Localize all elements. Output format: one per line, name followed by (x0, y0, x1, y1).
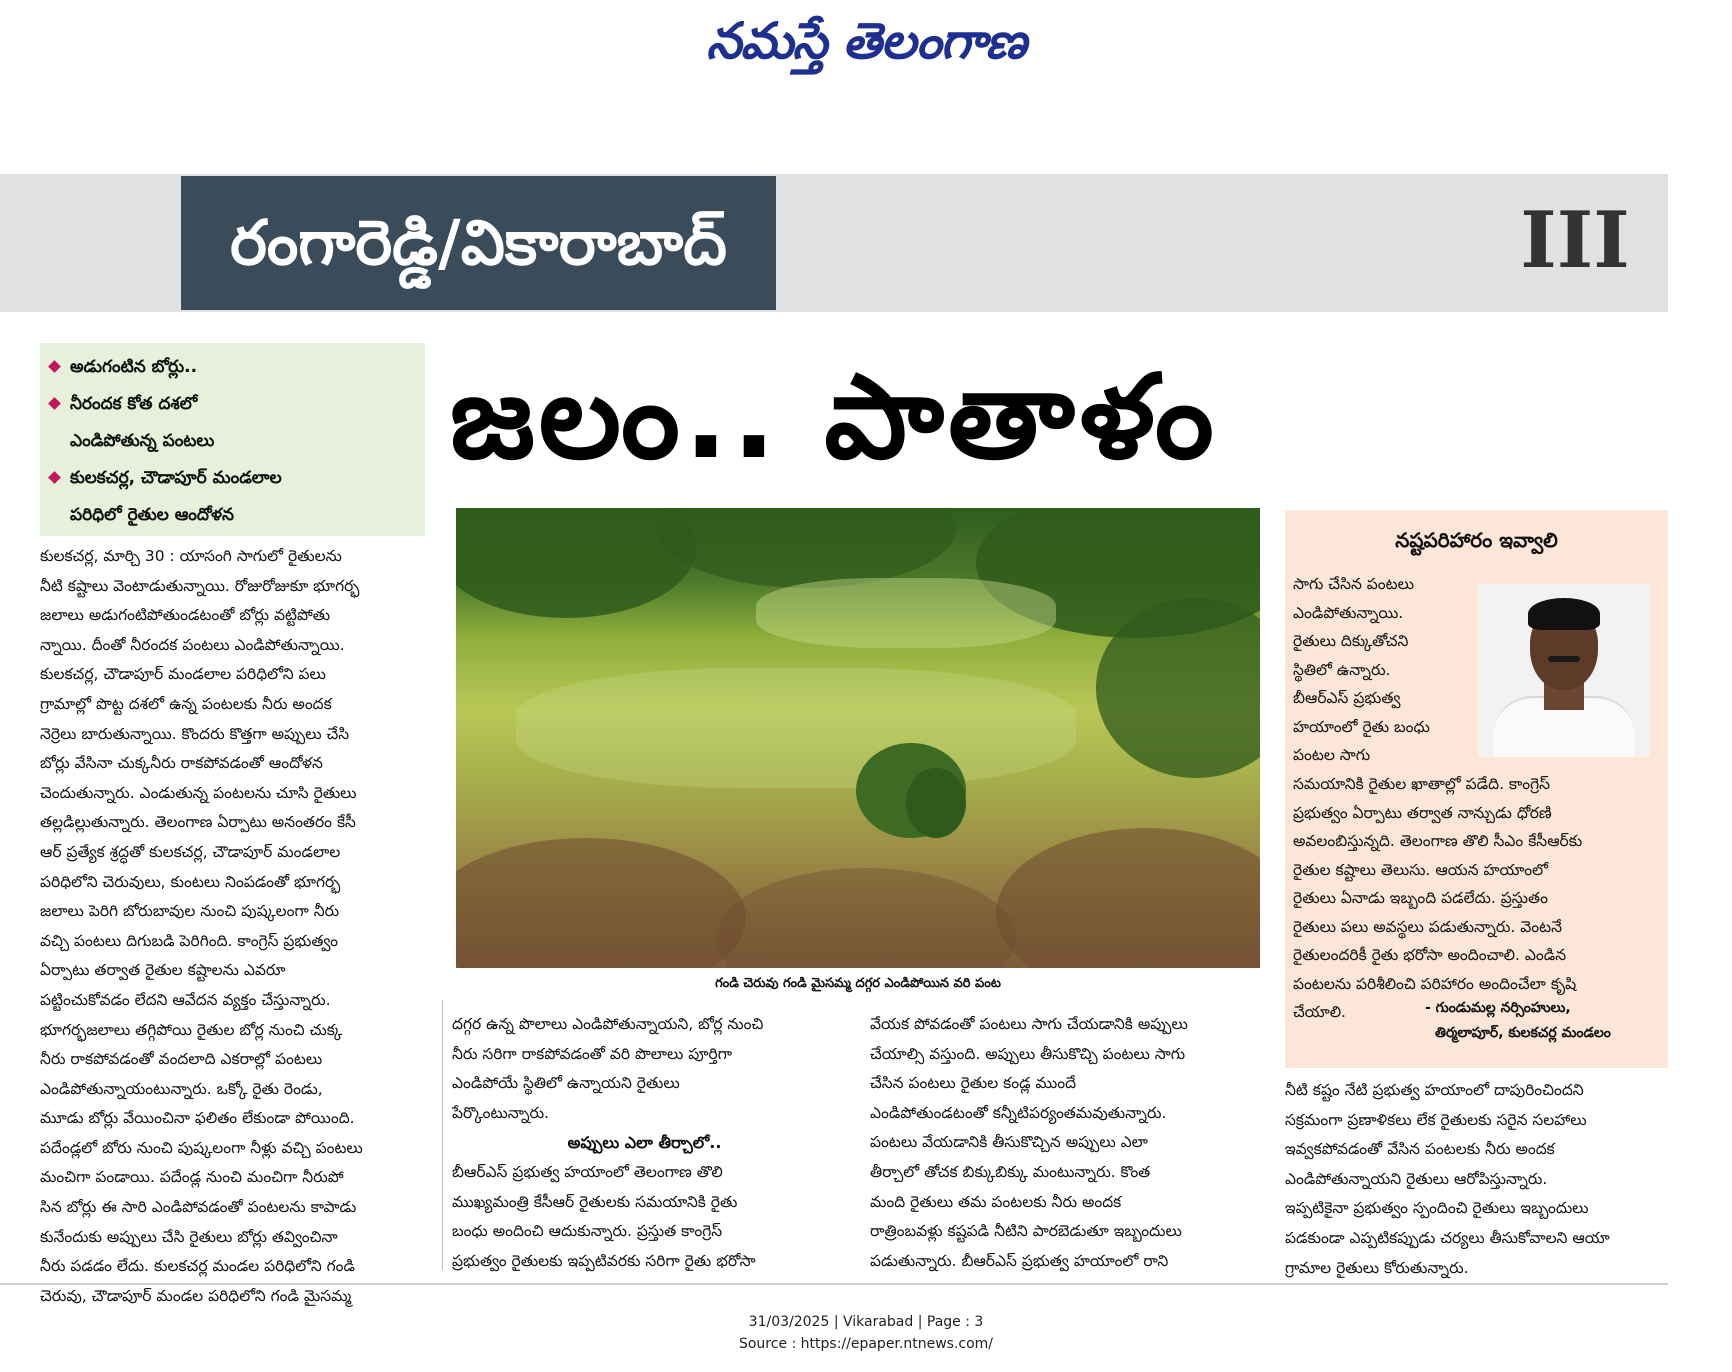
section-title: రంగారెడ్డి/వికారాబాద్ (181, 176, 776, 310)
page-bottom-rule (0, 1283, 1668, 1285)
diamond-bullet-icon (48, 360, 61, 373)
diamond-bullet-icon (48, 471, 61, 484)
highlight-item: నీరందక కోత దశలో (40, 386, 425, 423)
farmer-portrait-photo (1478, 584, 1650, 757)
headline: జలం.. పాతాళం (450, 350, 1218, 485)
article-column-4: నీటి కష్టం నేటి ప్రభుత్వ హయాంలో దాపురించిందని సక్రమంగా ప్రణాళికలు లేక రైతులకు సరైన సలహాలు ఇవ్వకపోవడంతో వేసిన పంటలకు నీరు అందక ఎండిపోతున్నాయని రైతులు ఆరోపిస్తున్నారు. ఇప్పటికైనా ప్రభుత్వం స్పందించి రైతులు ఇబ్బందులు పడకుండా ఎప్పటికప్పుడు చర్యలు తీసుకోవాలని ఆయా గ్రామాల రైతులు కోరుతున్నారు. (1285, 1081, 1610, 1277)
diamond-bullet-icon (48, 397, 61, 410)
highlight-item: అడుగంటిన బోర్లు.. (40, 349, 425, 386)
photo-caption: గండి చెరువు గండి మైసమ్మ దగ్గర ఎండిపోయిన వరి పంట (715, 976, 1001, 991)
sidebar-text-wide: సమయానికి రైతుల ఖాతాల్లో పడేది. కాంగ్రెస్ ప్రభుత్వం ఏర్పాటు తర్వాత నాన్చుడు ధోరణి అవలంబిస్తున్నది. తెలంగాణ తొలి సీఎం కేసీఆర్‌కు రైతుల కష్టాలు తెలుసు. ఆయన హయాంలో రైతులు ఏనాడు ఇబ్బంది పడలేదు. ప్రస్తుతం రైతులు పలు అవస్థలు పడుతున్నారు. వెంటనే రైతులందరికీ రైతు భరోసా అందించాలి. ఎండిన పంటలను పరిశీలించి పరిహారం అందించేలా కృషి చేయాలి. (1293, 775, 1583, 1021)
sidebar-signature-place: తిర్మలాపూర్, కులకచర్ల మండలం (1435, 1025, 1611, 1041)
article-column-1: కులకచర్ల, మార్చి 30 : యాసంగి సాగులో రైతులను నీటి కష్టాలు వెంటాడుతున్నాయి. రోజురోజుకూ భూగర్భ జలాలు అడుగంటిపోతుండటంతో బోర్లు వట్టిపోతు న్నాయి. దీంతో నీరందక పంటలు ఎండిపోతున్నాయి. కులకచర్ల, చౌడాపూర్ మండలాల పరిధిలోని పలు గ్రామాల్లో పొట్ట దశలో ఉన్న పంటలకు నీరు అందక నెర్రెలు బారుతున్నాయి. కొందరు కొత్తగా అప్పులు చేసి బోర్లు వేసినా చుక్కనీరు రాకపోవడంతో ఆందోళన చెందుతున్నారు. ఎండుతున్న పంటలను చూసి రైతులు తల్లడిల్లుతున్నారు. తెలంగాణ ఏర్పాటు అనంతరం కేసీ ఆర్ ప్రత్యేక శ్రద్ధతో కులకచర్ల, చౌడాపూర్ మండలాల పరిధిలోని చెరువులు, కుంటలు నింపడంతో భూగర్భ జలాలు పెరిగి బోరుబావుల నుంచి పుష్కలంగా నీరు వచ్చి పంటలు దిగుబడి పెరిగింది. కాంగ్రెస్ ప్రభుత్వం ఏర్పాటు తర్వాత రైతుల కష్టాలను ఎవరూ పట్టించుకోవడం లేదని ఆవేదన వ్యక్తం చేస్తున్నారు. భూగర్భజలాలు తగ్గిపోయి రైతుల బోర్ల నుంచి చుక్క నీరు రాకపోవడంతో వందలాది ఎకరాల్లో పంటలు ఎండిపోతున్నాయంటున్నారు. ఒక్కో రైతు రెండు, మూడు బోర్లు వేయించినా ఫలితం లేకుండా పోయింది. పదేండ్లలో బోరు నుంచి పుష్కలంగా నీళ్లు వచ్చి పంటలు మంచిగా పండాయి. పదేండ్ల నుంచి మంచిగా నీరుపో సిన బోర్లు ఈ సారి ఎండిపోవడంతో పంటలను కాపాడు కునేందుకు అప్పులు చేసి రైతులు బోర్లు తవ్వించినా నీరు పడడం లేదు. కులకచర్ల మండల పరిధిలోని గండి చెరువు, చౌడాపూర్ మండల పరిధిలోని గండి మైసమ్మ (40, 547, 363, 1305)
masthead-logo: నమస్తే తెలంగాణ (706, 12, 1026, 70)
subheading: అప్పులు ఎలా తీర్చాలో.. (567, 1133, 722, 1153)
page-number-roman: III (1520, 195, 1630, 286)
footer-edition-info: 31/03/2025 | Vikarabad | Page : 3 (748, 1314, 984, 1330)
article-column-3: వేయక పోవడంతో పంటలు సాగు చేయడానికి అప్పులు చేయాల్సి వస్తుంది. అప్పులు తీసుకొచ్చి పంటలు సాగు చేసిన పంటలు రైతుల కండ్ల ముందే ఎండిపోతుండటంతో కన్నీటిపర్యంతమవుతున్నారు. పంటలు వేయడానికి తీసుకొచ్చిన అప్పులు ఎలా తీర్చాలో తోచక బిక్కుబిక్కు మంటున్నారు. కొంత మంది రైతులు తమ పంటలకు నీరు అందక రాత్రింబవళ్లు కష్టపడి నీటిని పారబెడుతూ ఇబ్బందులు పడుతున్నారు. బీఆర్ఎస్ ప్రభుత్వ హయాంలో రాని (870, 1015, 1188, 1270)
highlight-item-continued: పరిధిలో రైతుల ఆందోళన (70, 505, 234, 525)
crop-field-photo (456, 508, 1260, 968)
highlight-item-continued: ఎండిపోతున్న పంటలు (70, 431, 215, 451)
highlights-box (40, 343, 425, 536)
sidebar-text-narrow: సాగు చేసిన పంటలు ఎండిపోతున్నాయి. రైతులు దిక్కుతోచని స్థితిలో ఉన్నారు. బీఆర్ఎస్ ప్రభుత్వ హయాంలో రైతు బంధు పంటల సాగు (1293, 575, 1430, 764)
sidebar-signature-name: - గుండుమల్ల నర్సింహులు, (1425, 1000, 1571, 1016)
sidebar-box (1285, 510, 1668, 1068)
article-column-2: దగ్గర ఉన్న పొలాలు ఎండిపోతున్నాయని, బోర్ల నుంచి నీరు సరిగా రాకపోవడంతో వరి పొలాలు పూర్తిగా ఎండిపోయే స్థితిలో ఉన్నాయని రైతులు పేర్కొంటున్నారు. అప్పులు ఎలా తీర్చాలో.. బీఆర్ఎస్ ప్రభుత్వ హయాంలో తెలంగాణ తొలి ముఖ్యమంత్రి కేసీఆర్ రైతులకు సమయానికి రైతు బంధు అందించి ఆదుకున్నారు. ప్రస్తుత కాంగ్రెస్ ప్రభుత్వం రైతులకు ఇప్పటివరకు సరిగా రైతు భరోసా (452, 1010, 837, 1276)
highlight-item: కులకచర్ల, చౌడాపూర్ మండలాల (40, 460, 425, 497)
column-divider (442, 1000, 443, 1270)
footer-source-link[interactable]: Source : https://epaper.ntnews.com/ (738, 1336, 994, 1352)
sidebar-title: నష్టపరిహారం ఇవ్వాలి (1395, 528, 1558, 552)
